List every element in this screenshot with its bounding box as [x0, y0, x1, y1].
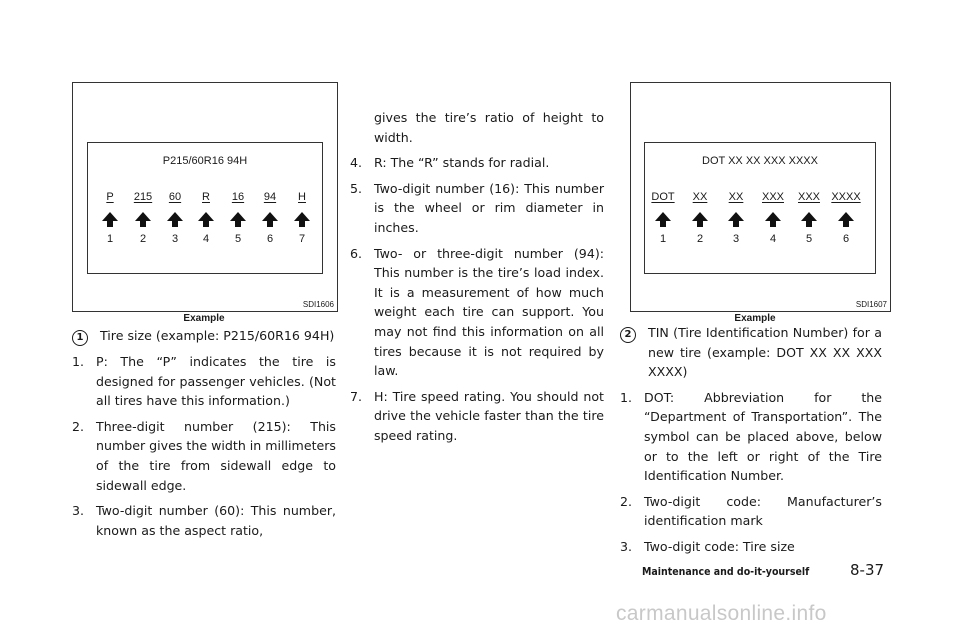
list-item-number: 7.	[350, 388, 363, 404]
tin-diagram	[644, 142, 876, 274]
list-item-number: 1.	[72, 354, 85, 369]
code-part: XXX	[761, 191, 785, 203]
tire-size-figure	[72, 82, 338, 312]
list-item	[72, 501, 336, 540]
tin-code-parts	[645, 191, 875, 205]
tin-callout-numbers	[645, 233, 875, 247]
callout-number: 4	[769, 233, 777, 245]
column-2	[350, 108, 604, 452]
up-arrow-icon	[801, 212, 817, 227]
code-part: XXXX	[831, 191, 861, 203]
code-part: P	[106, 191, 114, 203]
list-item-text: DOT: Abbreviation for the “Department of Transportation”. The symbol can be placed above, below or to the left or right of the Tire Identification Number.	[644, 389, 882, 484]
code-part: 94	[263, 191, 277, 203]
callout-number: 1	[106, 233, 114, 245]
callout-number: 2	[139, 233, 147, 245]
list-item-text: Two-digit number (60): This number, known as the aspect ratio,	[96, 503, 336, 538]
up-arrow-icon	[294, 212, 310, 227]
tin-arrows	[645, 212, 875, 228]
list-item	[350, 387, 604, 446]
tire-size-code: P215/60R16 94H	[162, 155, 248, 167]
code-part: H	[298, 191, 306, 203]
list-item-text: P: The “P” indicates the tire is designed for passenger vehicles. (Not all tires have this information.)	[96, 354, 336, 409]
footer-section-title: Maintenance and do-it-yourself	[642, 566, 810, 578]
figure-id: SDI1607	[855, 300, 887, 309]
tire-size-callout-numbers	[88, 233, 322, 247]
list-item-text: Three-digit number (215): This number gives the width in millimeters of the tire from sidewall edge to sidewall edge.	[96, 418, 336, 493]
list-item-number: 3.	[72, 503, 85, 519]
circled-number-2: 2	[620, 327, 636, 343]
code-part: XXX	[797, 191, 821, 203]
list-item	[350, 153, 604, 173]
code-part: 16	[231, 191, 245, 203]
list-item	[72, 352, 336, 411]
up-arrow-icon	[262, 212, 278, 227]
list-item-text: Two- or three-digit number (94): This number is the tire’s load index. It is a measurement of how much weight each tire can support. You may not find this information on all tires because it is not required by law.	[374, 245, 604, 379]
list-item-text: Two-digit number (16): This number is the wheel or rim diameter in inches.	[374, 180, 604, 235]
up-arrow-icon	[765, 212, 781, 227]
up-arrow-icon	[167, 212, 183, 227]
up-arrow-icon	[230, 212, 246, 227]
list-item-text: Two-digit code: Tire size	[644, 538, 795, 554]
list-item	[350, 179, 604, 238]
callout-number: 5	[805, 233, 813, 245]
column-3	[620, 323, 882, 563]
up-arrow-icon	[198, 212, 214, 227]
watermark: carmanualsonline.info	[616, 602, 827, 625]
code-part: XX	[692, 191, 708, 203]
code-part: DOT	[651, 191, 675, 203]
list-item	[350, 244, 604, 381]
callout-number: 5	[234, 233, 242, 245]
callout-number: 7	[298, 233, 306, 245]
up-arrow-icon	[135, 212, 151, 227]
up-arrow-icon	[655, 212, 671, 227]
continued-text: gives the tire’s ratio of height to width.	[374, 110, 604, 145]
tire-size-arrows	[88, 212, 322, 228]
callout-number: 3	[171, 233, 179, 245]
list-item	[620, 537, 882, 557]
list-item	[620, 492, 882, 531]
list-item-number: 2.	[620, 493, 633, 509]
tin-figure	[630, 82, 891, 312]
list-item-number: 3.	[620, 538, 633, 554]
section-heading: 2 TIN (Tire Identification Number) for a new tire (example: DOT XX XX XXX XXXX)	[620, 323, 882, 382]
figure-caption: Example	[183, 313, 225, 324]
list-item-text: H: Tire speed rating. You should not drive the vehicle faster than the tire speed rating.	[374, 388, 604, 443]
callout-number: 1	[659, 233, 667, 245]
code-part: 60	[168, 191, 182, 203]
list-item	[72, 417, 336, 495]
list-item-text: Two-digit code: Manufacturer’s identification mark	[644, 493, 882, 529]
tire-size-code-parts	[88, 191, 322, 205]
figure-caption: Example	[734, 313, 776, 324]
list-item-number: 1.	[620, 389, 633, 405]
callout-number: 3	[732, 233, 740, 245]
list-item-text: R: The “R” stands for radial.	[374, 155, 550, 171]
up-arrow-icon	[102, 212, 118, 227]
page-number: 8-37	[850, 561, 885, 579]
callout-number: 4	[202, 233, 210, 245]
code-part: XX	[728, 191, 744, 203]
tin-code: DOT XX XX XXX XXXX	[702, 155, 818, 167]
list-item-number: 5.	[350, 180, 363, 196]
column-1	[72, 326, 336, 546]
up-arrow-icon	[692, 212, 708, 227]
callout-number: 6	[266, 233, 274, 245]
list-item-number: 2.	[72, 418, 85, 434]
list-item-number: 4.	[350, 155, 363, 171]
figure-id: SDI1606	[302, 300, 334, 309]
tire-size-diagram	[87, 142, 323, 274]
callout-number: 6	[842, 233, 850, 245]
list-item-number: 6.	[350, 245, 363, 261]
code-part: R	[202, 191, 210, 203]
circled-number-1: 1	[72, 330, 88, 346]
callout-number: 2	[696, 233, 704, 245]
up-arrow-icon	[838, 212, 854, 227]
section-heading: 1 Tire size (example: P215/60R16 94H)	[72, 326, 336, 346]
list-item	[620, 388, 882, 486]
code-part: 215	[133, 191, 153, 203]
up-arrow-icon	[728, 212, 744, 227]
